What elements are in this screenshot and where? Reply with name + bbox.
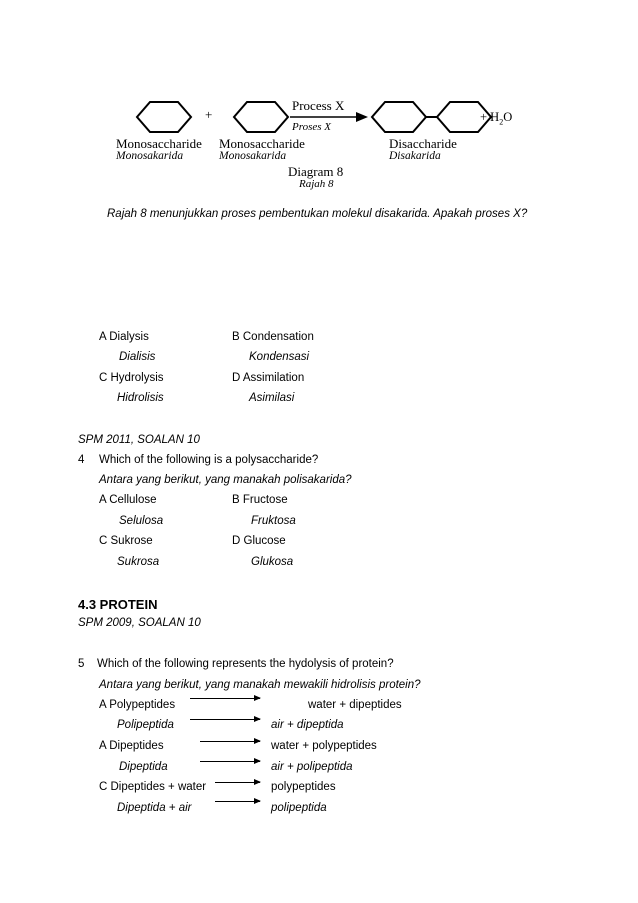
q5-row1-arrow xyxy=(190,698,260,699)
monosaccharide-1-label: Monosaccharide xyxy=(116,136,202,151)
q5-row3-right-en: polypeptides xyxy=(271,781,336,793)
monosaccharide-hexagon-1 xyxy=(137,102,191,132)
q4-option-c-ms: Sukrosa xyxy=(117,556,160,568)
monosakarida-1-label: Monosakarida xyxy=(116,150,184,162)
q3-option-d: D Assimilation xyxy=(232,372,305,384)
q4-source: SPM 2011, SOALAN 10 xyxy=(78,434,200,446)
disaccharide-hexagon-1 xyxy=(372,102,426,132)
q5-stem-en: Which of the following represents the hydolysis of protein? xyxy=(97,658,394,670)
q4-option-d-ms: Glukosa xyxy=(251,556,294,568)
q4-stem-ms: Antara yang berikut, yang manakah polisakarida? xyxy=(99,474,352,486)
section-source: SPM 2009, SOALAN 10 xyxy=(78,617,201,629)
water-label: + $H_2O$ xyxy=(480,110,513,127)
q4-option-b: B Fructose xyxy=(232,494,288,506)
proses-x-label: Proses X xyxy=(292,121,332,133)
q5-row3-left-en: C Dipeptides + water xyxy=(99,781,207,793)
q5-row2-left-ms: Dipeptida xyxy=(119,761,168,773)
plus-sign: + xyxy=(205,107,213,122)
q3-stem: Rajah 8 menunjukkan proses pembentukan molekul disakarida. Apakah proses X? xyxy=(107,208,528,220)
section-heading: 4.3 PROTEIN xyxy=(78,597,158,612)
q5-row3-arrow xyxy=(215,782,260,783)
q5-row3-right-ms: polipeptida xyxy=(271,802,327,814)
monosakarida-2-label: Monosakarida xyxy=(219,150,287,162)
q3-option-c-ms: Hidrolisis xyxy=(117,392,164,404)
q3-option-a: A Dialysis xyxy=(99,331,149,343)
disakarida-label: Disakarida xyxy=(389,150,441,162)
q3-option-c: C Hydrolysis xyxy=(99,372,164,384)
q5-number: 5 xyxy=(78,658,85,670)
q3-option-b-ms: Kondensasi xyxy=(249,351,310,363)
q5-row1-left-en: A Polypeptides xyxy=(99,699,176,711)
process-arrow-head xyxy=(356,112,368,122)
monosaccharide-hexagon-2 xyxy=(234,102,288,132)
q5-row3-left-ms: Dipeptida + air xyxy=(117,802,192,814)
q5-row1-left-ms: Polipeptida xyxy=(117,719,174,731)
q4-option-a: A Cellulose xyxy=(99,494,157,506)
q5-row2-right-en: water + polypeptides xyxy=(271,740,377,752)
q5-row2-right-ms: air + polipeptida xyxy=(271,761,353,773)
q5-row3-arrow-ms xyxy=(215,801,260,802)
q5-row2-arrow xyxy=(200,741,260,742)
q5-row1-right-en: water + dipeptides xyxy=(308,699,402,711)
q4-stem-en: Which of the following is a polysaccharide? xyxy=(99,454,319,466)
q3-option-b: B Condensation xyxy=(232,331,314,343)
monosaccharide-2-label: Monosaccharide xyxy=(219,136,305,151)
q5-stem-ms: Antara yang berikut, yang manakah mewakili hidrolisis protein? xyxy=(99,679,421,691)
q4-option-b-ms: Fruktosa xyxy=(251,515,296,527)
q4-number: 4 xyxy=(78,454,85,466)
q4-option-c: C Sukrose xyxy=(99,535,153,547)
disaccharide-label: Disaccharide xyxy=(389,136,457,151)
diagram-caption: Diagram 8 xyxy=(288,164,344,179)
rajah-caption: Rajah 8 xyxy=(299,178,334,190)
q5-row1-right-ms: air + dipeptida xyxy=(271,719,344,731)
q4-option-d: D Glucose xyxy=(232,535,286,547)
q4-option-a-ms: Selulosa xyxy=(119,515,164,527)
q3-option-d-ms: Asimilasi xyxy=(249,392,295,404)
process-x-label: Process X xyxy=(292,98,345,113)
q5-row2-left-en: A Dipeptides xyxy=(99,740,164,752)
q3-option-a-ms: Dialisis xyxy=(119,351,156,363)
q5-row1-arrow-ms xyxy=(190,719,260,720)
q5-row2-arrow-ms xyxy=(200,761,260,762)
